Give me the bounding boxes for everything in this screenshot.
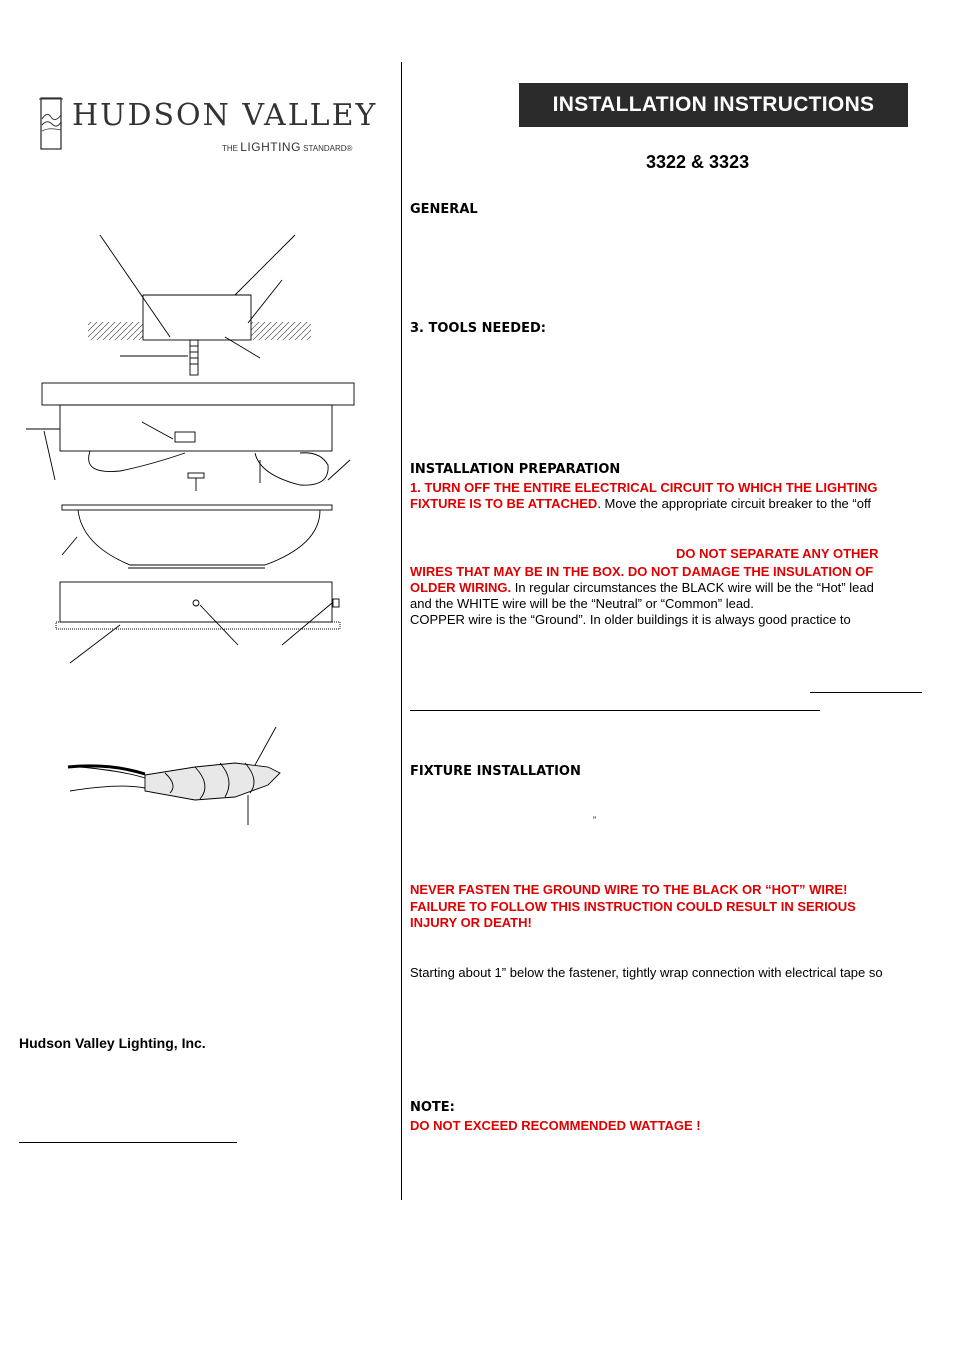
hudson-valley-logo-icon [37, 97, 65, 150]
logo-wordmark: HUDSON VALLEY [72, 98, 378, 133]
warning-line1: DO NOT SEPARATE ANY OTHER [676, 546, 879, 561]
column-divider [401, 62, 402, 1200]
ground-warning-line2: FAILURE TO FOLLOW THIS INSTRUCTION COULD RESULT IN SERIOUS [410, 899, 856, 914]
note-heading: NOTE: [410, 1100, 455, 1115]
prep-step1-line2: FIXTURE IS TO BE ATTACHED. Move the appropriate circuit breaker to the “off [410, 496, 871, 511]
model-number: 3322 & 3323 [646, 152, 750, 172]
page-title-banner: INSTALLATION INSTRUCTIONS [519, 83, 908, 127]
wire-color-line3: COPPER wire is the “Ground”. In older buildings it is always good practice to [410, 612, 851, 627]
fixture-exploded-diagram [20, 225, 380, 835]
wire-color-line2: and the WHITE wire will be the “Neutral” or “Common” lead. [410, 596, 754, 611]
logo-tagline: THE LIGHTING STANDARD® [222, 140, 353, 154]
warning-line2: WIRES THAT MAY BE IN THE BOX. DO NOT DAMAGE THE INSULATION OF [410, 564, 874, 579]
underline-rule [19, 1142, 237, 1143]
underline-rule [810, 692, 922, 693]
quote-mark: ” [593, 815, 596, 825]
section-general-heading: GENERAL [410, 202, 478, 217]
company-name: Hudson Valley Lighting, Inc. [19, 1035, 206, 1051]
section-tools-heading: 3. TOOLS NEEDED: [410, 321, 546, 336]
wrap-instruction: Starting about 1” below the fastener, tightly wrap connection with electrical tape so [410, 965, 883, 980]
ground-warning-line3: INJURY OR DEATH! [410, 915, 532, 930]
underline-rule [410, 710, 820, 711]
section-prep-heading: INSTALLATION PREPARATION [410, 462, 621, 477]
warning-line3: OLDER WIRING. In regular circumstances the BLACK wire will be the “Hot” lead [410, 580, 874, 595]
prep-step1-line1: 1. TURN OFF THE ENTIRE ELECTRICAL CIRCUIT TO WHICH THE LIGHTING [410, 480, 878, 495]
note-wattage: DO NOT EXCEED RECOMMENDED WATTAGE ! [410, 1118, 701, 1133]
ground-warning-line1: NEVER FASTEN THE GROUND WIRE TO THE BLACK OR “HOT” WIRE! [410, 882, 848, 897]
section-fixture-heading: FIXTURE INSTALLATION [410, 764, 581, 779]
